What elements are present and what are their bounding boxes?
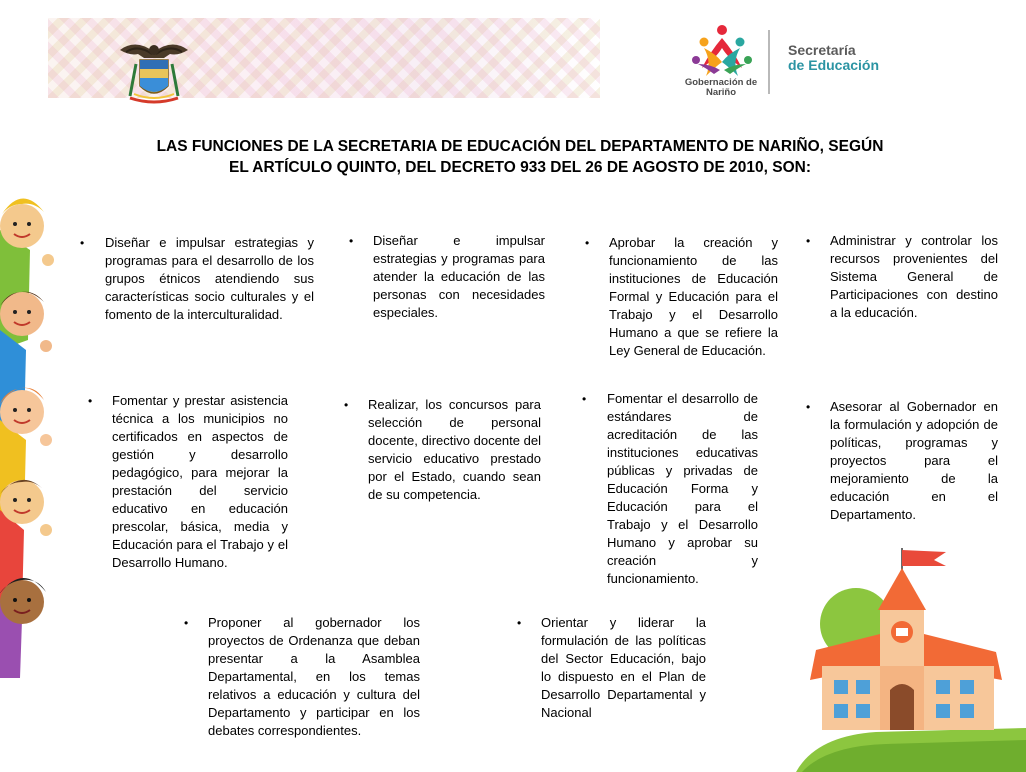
function-item [184,614,420,738]
function-item [344,396,541,506]
bullet-icon: • [582,392,587,406]
function-text: Aprobar la creación y funcionamiento de las instituciones de Educación Formal y Educación para el Trabajo y el Desarrollo Humano a que se refiere la Ley General de Educación. [609,235,778,358]
function-text: Diseñar e impulsar estrategias y programas para atender la educación de las personas con necesidades especiales. [373,233,545,320]
bullet-icon: • [517,616,522,630]
bullet-icon: • [88,394,93,408]
colombia-coat-of-arms-icon [116,36,192,108]
function-item [80,234,314,326]
function-item [806,398,998,522]
function-item [585,234,778,362]
bullet-icon: • [806,400,811,414]
gobernacion-label: Gobernación de Nariño [684,77,758,98]
function-text: Realizar, los concursos para selección de personal docente, directivo docente del servicio educativo prestado por el Estado, cuando sean de su competencia. [368,397,541,502]
function-text: Administrar y controlar los recursos provenientes del Sistema General de Participaciones con destino a la educación. [830,233,998,320]
bullet-icon: • [349,234,354,248]
bullet-icon: • [80,236,85,250]
function-text: Asesorar al Gobernador en la formulación y adopción de políticas, programas y proyectos para el mejoramiento de la educación en el Departamento. [830,399,998,522]
function-text: Fomentar el desarrollo de estándares de acreditación de las instituciones educativas públicas y privadas de Educación Forma y Educación para el Trabajo y el Desarrollo Humano y aprobar su creación y funcionamiento. [607,391,758,586]
function-item [517,614,706,724]
header-divider [768,30,770,94]
bullet-icon: • [585,236,590,250]
function-item [582,390,758,586]
function-text: Diseñar e impulsar estrategias y programas para el desarrollo de los grupos étnicos atendiendo sus características socio culturales y el fomento de la interculturalidad. [105,235,314,322]
function-item [88,392,288,574]
school-building-illustration-icon [796,540,1026,772]
children-illustration-icon [0,190,64,678]
function-item [806,232,998,324]
secretaria-title-line2: de Educación [788,57,880,73]
function-text: Orientar y liderar la formulación de las políticas del Sector Educación, bajo lo dispuesto en el Plan de Desarrollo Departamental y Nacional [541,615,706,720]
page-title: LAS FUNCIONES DE LA SECRETARIA DE EDUCACIÓN DEL DEPARTAMENTO DE NARIÑO, SEGÚN EL ARTÍCULO QUINTO, DEL DECRETO 933 DEL 26 DE AGOSTO DE 2010, SON: [156,138,884,176]
function-text: Proponer al gobernador los proyectos de Ordenanza que deban presentar a la Asamblea Departamental, en los temas relativos a educación y cultura del Departamento y participar en los debates correspondientes. [208,615,420,738]
bullet-icon: • [184,616,189,630]
bullet-icon: • [344,398,349,412]
function-item [349,232,546,320]
function-text: Fomentar y prestar asistencia técnica a los municipios no certificados en aspectos de gestión y desarrollo pedagógico, para mejorar la prestación del servicio educativo en educación prescolar, básica, media y Educación para el Trabajo y el Desarrollo Humano. [112,393,288,570]
bullet-icon: • [806,234,811,248]
secretaria-title-line1: Secretaría [788,42,856,58]
